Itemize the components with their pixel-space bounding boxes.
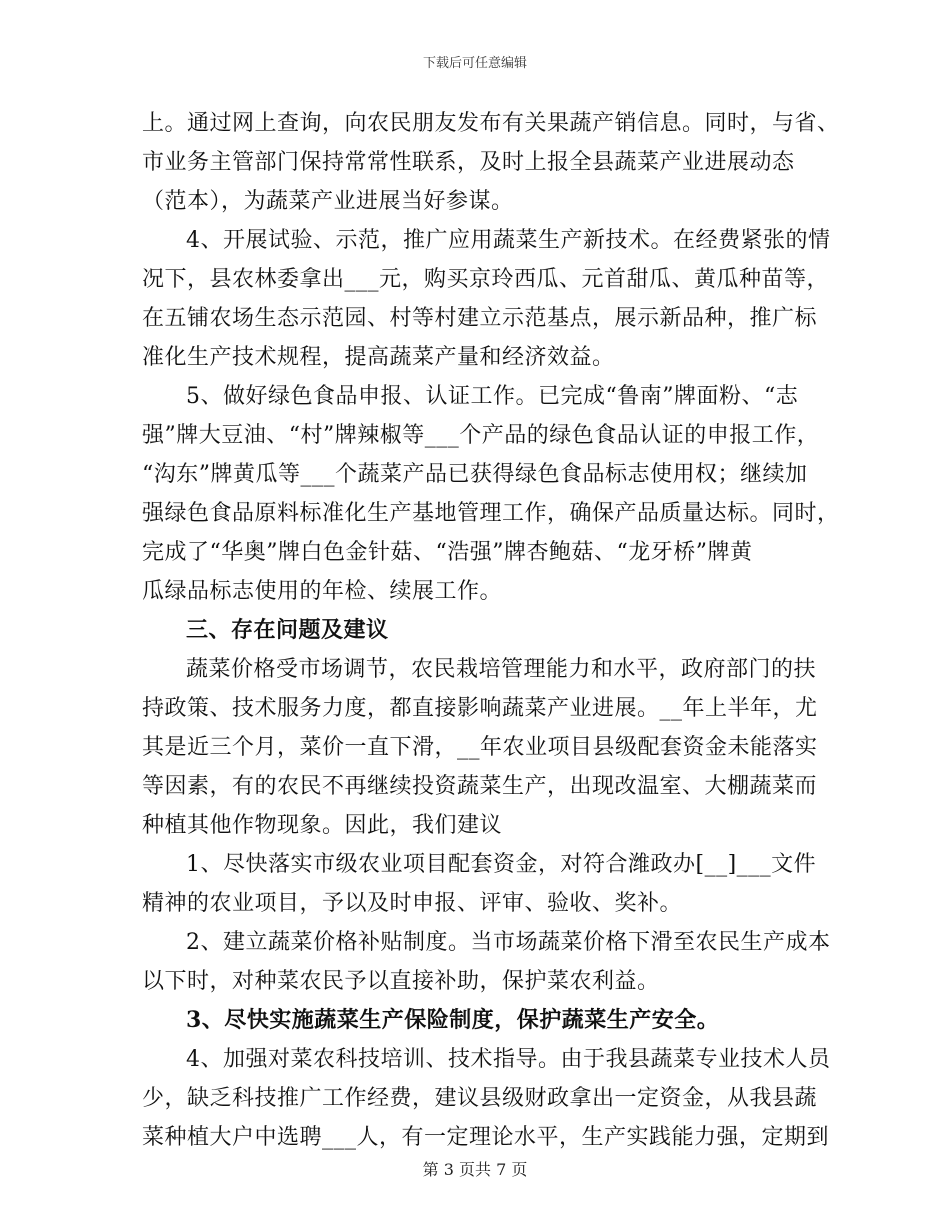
section-heading-line: 3、尽快实施蔬菜生产保险制度，保护蔬菜生产安全。 (186, 1007, 720, 1033)
section-heading-line: 三、存在问题及建议 (186, 617, 389, 643)
paragraph-line: 准化生产技术规程，提高蔬菜产量和经济效益。 (142, 345, 615, 370)
paragraph-line: 强”牌大豆油、“村”牌辣椒等___个产品的绿色食品认证的申报工作， (142, 423, 820, 448)
document-body (142, 104, 840, 1157)
paragraph-line: “沟东”牌黄瓜等___个蔬菜产品已获得绿色食品标志使用权；继续加 (142, 462, 808, 487)
paragraph-line: 2、建立蔬菜价格补贴制度。当市场蔬菜价格下滑至农民生产成本 (186, 930, 831, 955)
paragraph-line: 4、开展试验、示范，推广应用蔬菜生产新技术。在经费紧张的情 (186, 228, 831, 253)
paragraph-line: 等因素，有的农民不再继续投资蔬菜生产，出现改温室、大棚蔬菜而 (142, 774, 818, 799)
paragraph-line: 市业务主管部门保持常常性联系，及时上报全县蔬菜产业进展动态 (142, 150, 795, 175)
paragraph-line: 少，缺乏科技推广工作经费，建议县级财政拿出一定资金，从我县蔬 (142, 1086, 818, 1111)
paragraph-line: 持政策、技术服务力度，都直接影响蔬菜产业进展。__年上半年，尤 (142, 696, 818, 721)
paragraph-line: 4、加强对菜农科技培训、技术指导。由于我县蔬菜专业技术人员 (186, 1047, 831, 1072)
paragraph-line: 以下时，对种菜农民予以直接补助，保护菜农利益。 (142, 969, 660, 994)
paragraph-line: 完成了“华奥”牌白色金针菇、“浩强”牌杏鲍菇、“龙牙桥”牌黄 (142, 540, 753, 565)
paragraph-line: 况下，县农林委拿出___元，购买京玲西瓜、元首甜瓜、黄瓜种苗等， (142, 267, 830, 292)
page-number: 第 3 页共 7 页 (422, 1160, 528, 1179)
page-header: 下载后可任意编辑 (422, 56, 527, 71)
paragraph-line: （范本），为蔬菜产业进展当好参谋。 (142, 189, 514, 214)
paragraph-line: 精神的农业项目，予以及时申报、评审、验收、奖补。 (142, 891, 683, 916)
paragraph-line: 5、做好绿色食品申报、认证工作。已完成“鲁南”牌面粉、“志 (186, 384, 799, 409)
paragraph-line: 在五铺农场生态示范园、村等村建立示范基点，展示新品种，推广标 (142, 306, 818, 331)
paragraph-line: 其是近三个月，菜价一直下滑，__年农业项目县级配套资金未能落实 (142, 735, 818, 760)
paragraph-line: 蔬菜价格受市场调节，农民栽培管理能力和水平，政府部门的扶 (186, 657, 817, 682)
paragraph-line: 上。通过网上查询，向农民朋友发布有关果蔬产销信息。同时，与省、 (142, 111, 840, 136)
paragraph-line: 菜种植大户中选聘___人，有一定理论水平，生产实践能力强，定期到 (142, 1125, 830, 1150)
paragraph-line: 强绿色食品原料标准化生产基地管理工作，确保产品质量达标。同时， (142, 501, 840, 526)
paragraph-line: 种植其他作物现象。因此，我们建议 (142, 813, 503, 838)
paragraph-line: 瓜绿品标志使用的年检、续展工作。 (142, 579, 503, 604)
paragraph-line: 1、尽快落实市级农业项目配套资金，对符合潍政办[__]___文件 (186, 852, 817, 877)
